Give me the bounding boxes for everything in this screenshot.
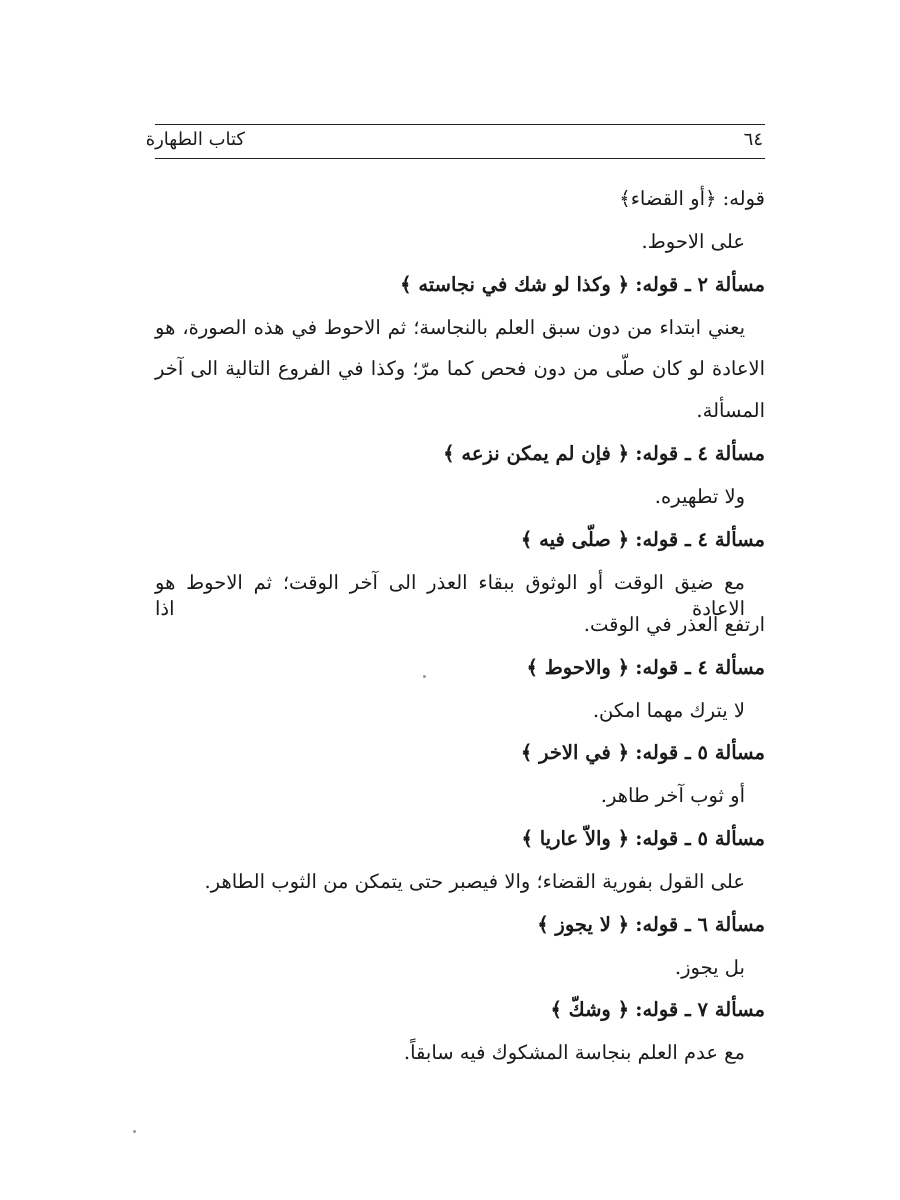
issue-label: مسألة ٤ ـ قوله: — [635, 528, 765, 551]
quoted-phrase: ﴿ صلّى فيه ﴾ — [520, 528, 630, 551]
text-line — [696, 398, 765, 424]
commentary-text: مع ضيق الوقت أو الوثوق ببقاء العذر الى آخر الوقت؛ ثم الاحوط هو الاعادة اذا — [155, 571, 745, 620]
quoted-phrase: ﴿ وكذا لو شك في نجاسته ﴾ — [400, 273, 630, 296]
header-bottom-rule — [155, 158, 765, 159]
commentary-text: مع عدم العلم بنجاسة المشكوك فيه سابقاً. — [403, 1041, 745, 1064]
commentary-text: على الاحوط. — [641, 230, 745, 253]
text-line — [404, 1040, 745, 1066]
issue-label: مسألة ٥ ـ قوله: — [635, 741, 765, 764]
text-line — [584, 612, 765, 638]
commentary-text: بل يجوز. — [674, 956, 745, 979]
issue-heading — [522, 826, 765, 852]
text-line — [619, 186, 765, 212]
commentary-text: المسألة. — [696, 399, 765, 422]
scan-speck — [423, 675, 426, 678]
text-line — [642, 229, 745, 255]
issue-heading — [400, 272, 765, 298]
commentary-text: ارتفع العذر في الوقت. — [583, 613, 765, 636]
commentary-text: ولا تطهيره. — [654, 485, 745, 508]
quoted-phrase: ﴿ لا يجوز ﴾ — [537, 913, 630, 936]
commentary-text: الاعادة لو كان صلّى من دون فحص كما مرّ؛ وكذا في الفروع التالية الى آخر — [155, 357, 765, 380]
quoted-phrase: ﴿ والاّ عاريا ﴾ — [521, 827, 630, 850]
text-line — [155, 315, 745, 341]
issue-label: مسألة ٢ ـ قوله: — [635, 273, 765, 296]
header-top-rule — [155, 124, 765, 125]
quoted-phrase: ﴿ وشكّ ﴾ — [550, 998, 630, 1021]
text-line — [655, 484, 745, 510]
quoted-phrase: قوله: ﴿أو القضاء﴾ — [619, 187, 765, 210]
issue-label: مسألة ٤ ـ قوله: — [635, 442, 765, 465]
issue-label: مسألة ٥ ـ قوله: — [635, 827, 765, 850]
issue-heading — [550, 997, 765, 1023]
issue-heading — [443, 441, 765, 467]
quoted-phrase: ﴿ في الاخر ﴾ — [520, 741, 630, 764]
text-line — [204, 869, 745, 895]
scan-speck — [133, 1130, 136, 1133]
commentary-text: لا يترك مهما امكن. — [592, 699, 745, 722]
page-number: ٦٤ — [743, 129, 763, 150]
text-line — [155, 356, 765, 382]
quoted-phrase: ﴿ والاحوط ﴾ — [526, 656, 630, 679]
text-line — [593, 698, 745, 724]
text-line — [601, 783, 745, 809]
issue-label: مسألة ٧ ـ قوله: — [635, 998, 765, 1021]
issue-heading — [537, 912, 765, 938]
issue-label: مسألة ٤ ـ قوله: — [635, 656, 765, 679]
issue-label: مسألة ٦ ـ قوله: — [635, 913, 765, 936]
commentary-text: أو ثوب آخر طاهر. — [600, 784, 745, 807]
text-line — [675, 955, 745, 981]
issue-heading — [521, 740, 765, 766]
issue-heading — [521, 527, 765, 553]
commentary-text: على القول بفورية القضاء؛ والا فيصبر حتى يتمكن من الثوب الطاهر. — [204, 870, 745, 893]
issue-heading — [527, 655, 765, 681]
commentary-text: يعني ابتداء من دون سبق العلم بالنجاسة؛ ثم الاحوط في هذه الصورة، هو — [155, 316, 745, 339]
quoted-phrase: ﴿ فإن لم يمكن نزعه ﴾ — [443, 442, 630, 465]
running-header-title: كتاب الطهارة — [145, 129, 245, 150]
